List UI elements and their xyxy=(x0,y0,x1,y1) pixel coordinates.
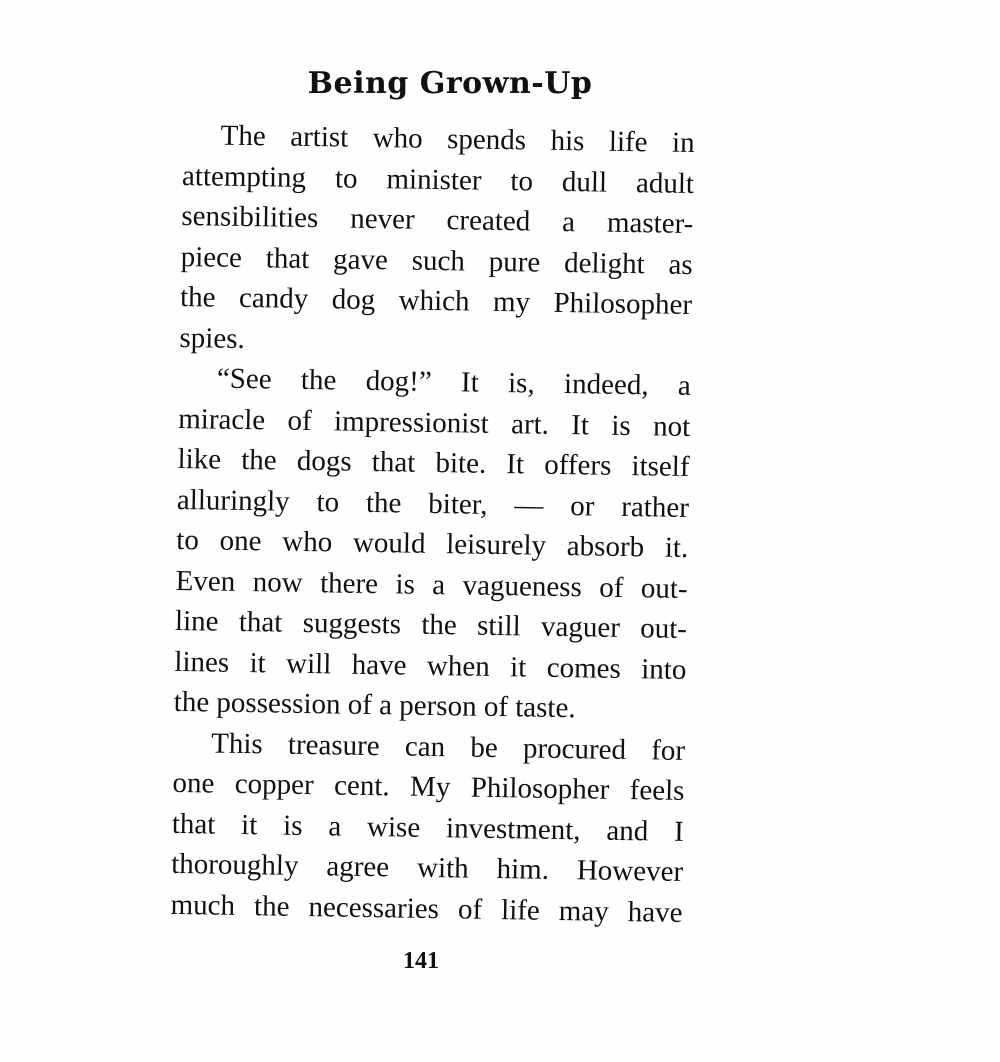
text-line: one copper cent. My Philosopher feels xyxy=(172,766,685,807)
text-line: that it is a wise investment, and I xyxy=(171,807,685,848)
text-line: to one who would leisurely absorb it. xyxy=(176,523,689,564)
text-line: piece that gave such pure delight as xyxy=(180,240,693,281)
text-line: alluringly to the biter, — or rather xyxy=(176,483,690,524)
text-line: like the dogs that bite. It offers itself xyxy=(177,442,690,483)
body-text xyxy=(170,115,695,933)
text-line: spies. xyxy=(179,321,245,355)
text-line: miracle of impressionist art. It is not xyxy=(177,402,691,443)
text-line: the possession of a person of taste. xyxy=(173,685,576,725)
page-number: 141 xyxy=(403,948,439,974)
running-head: Being Grown-Up xyxy=(307,66,593,101)
text-line: lines it will have when it comes into xyxy=(174,645,687,686)
paragraph xyxy=(170,722,685,933)
text-line: line that suggests the still vaguer out- xyxy=(174,604,688,645)
text-line: the candy dog which my Philosopher xyxy=(179,280,693,322)
text-line: sensibilities never created a master- xyxy=(181,199,694,241)
paragraph xyxy=(173,358,691,730)
text-line: attempting to minister to dull adult xyxy=(181,159,695,200)
text-line: Even now there is a vagueness of out- xyxy=(175,564,688,605)
text-line: “See the dog!” It is, indeed, a xyxy=(216,362,692,403)
text-line: The artist who spends his life in xyxy=(220,119,695,160)
text-line: thoroughly agree with him. However xyxy=(170,847,684,888)
text-line: much the necessaries of life may have xyxy=(170,888,683,929)
text-line: This treasure can be procured for xyxy=(210,727,686,767)
paragraph xyxy=(179,115,695,366)
